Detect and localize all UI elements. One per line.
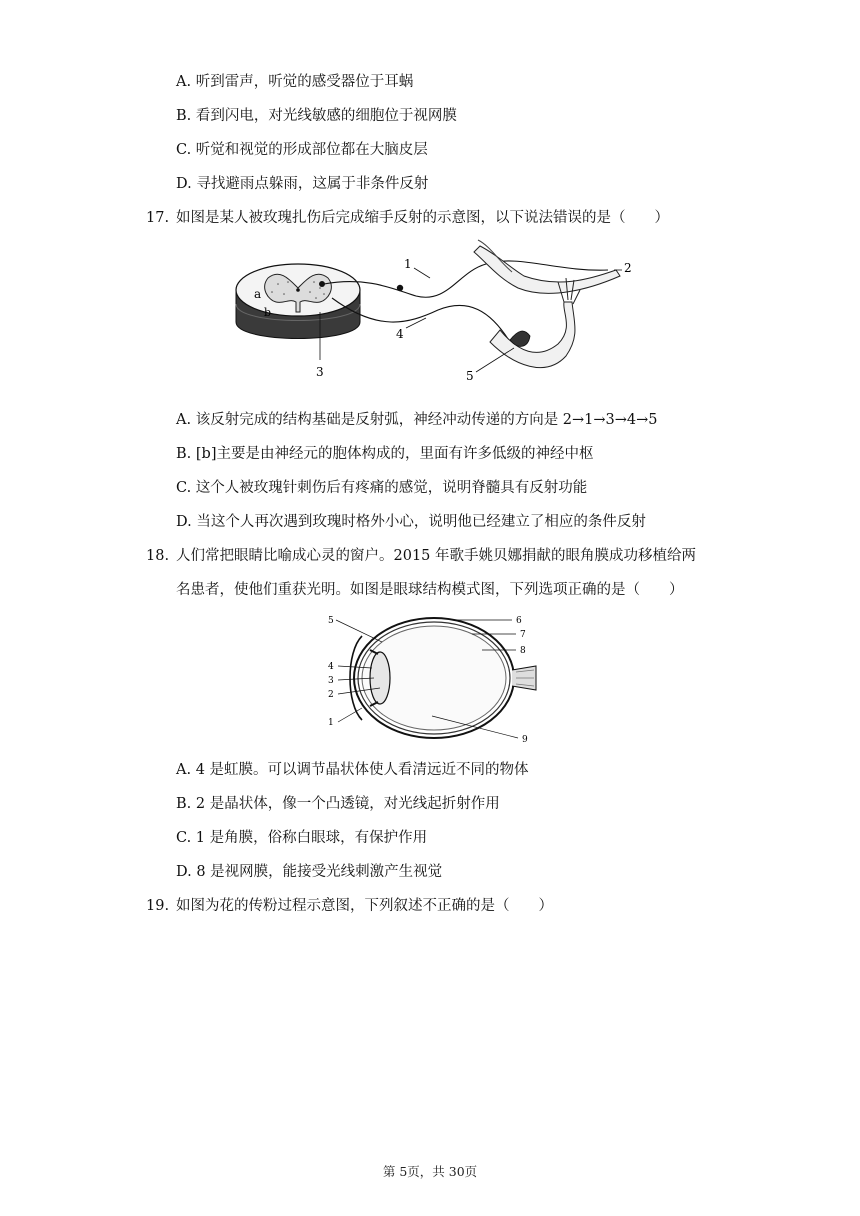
label-5: 5 [466,369,474,382]
q18-option-c: C. 1 是角膜，俗称白眼球，有保护作用 [176,830,428,846]
label-4: 4 [396,327,404,341]
q18-option-a: A. 4 是虹膜。可以调节晶状体使人看清远近不同的物体 [176,762,529,778]
label-1: 1 [404,257,412,271]
eyeball-figure [322,608,540,750]
eye-label-8: 8 [520,646,526,656]
eye-label-9: 9 [522,735,528,745]
eye-label-5: 5 [328,616,334,626]
q17-option-b: B. [b]主要是由神经元的胞体构成的，里面有许多低级的神经中枢 [176,446,594,462]
eyeball-structure [350,618,536,738]
eye-label-2: 2 [328,690,334,700]
q17-option-a: A. 该反射完成的结构基础是反射弧，神经冲动传递的方向是 2→1→3→4→5 [176,412,658,428]
label-a: a [254,287,262,301]
q17-option-c: C. 这个人被玫瑰针刺伤后有疼痛的感觉，说明脊髓具有反射功能 [176,480,588,496]
q19-stem: 如图为花的传粉过程示意图，下列叙述不正确的是（ ） [176,898,553,914]
q16-option-c: C. 听觉和视觉的形成部位都在大脑皮层 [176,142,428,158]
eye-label-4: 4 [328,662,334,672]
q16-option-b: B. 看到闪电，对光线敏感的细胞位于视网膜 [176,108,457,124]
spinal-cord-section [236,264,360,339]
q17-stem: 如图是某人被玫瑰扎伤后完成缩手反射的示意图，以下说法错误的是（ ） [176,210,669,226]
label-b: b [264,306,272,319]
eye-label-1: 1 [328,718,334,728]
page-footer: 第 5页，共 30页 [382,1164,478,1179]
q16-option-a: A. 听到雷声，听觉的感受器位于耳蜗 [176,74,414,90]
eye-label-6: 6 [516,616,522,626]
q18-option-b: B. 2 是晶状体，像一个凸透镜，对光线起折射作用 [176,796,500,812]
q17-option-d: D. 当这个人再次遇到玫瑰时格外小心，说明他已经建立了相应的条件反射 [176,514,646,530]
eye-label-3: 3 [328,676,334,686]
q17-number: 17. [146,210,170,226]
eye-label-7: 7 [520,630,526,640]
q16-option-d: D. 寻找避雨点躲雨，这属于非条件反射 [176,176,429,192]
label-2: 2 [624,261,632,275]
q18-number: 18. [146,548,170,564]
q18-option-d: D. 8 是视网膜，能接受光线刺激产生视觉 [176,864,443,880]
q18-stem-line1: 人们常把眼睛比喻成心灵的窗户。2015 年歌手姚贝娜捐献的眼角膜成功移植给两 [176,548,697,564]
label-3: 3 [316,365,324,379]
q19-number: 19. [146,898,170,914]
reflex-arc-figure [228,232,648,382]
q18-stem-line2: 名患者，使他们重获光明。如图是眼球结构模式图，下列选项正确的是（ ） [176,582,684,598]
